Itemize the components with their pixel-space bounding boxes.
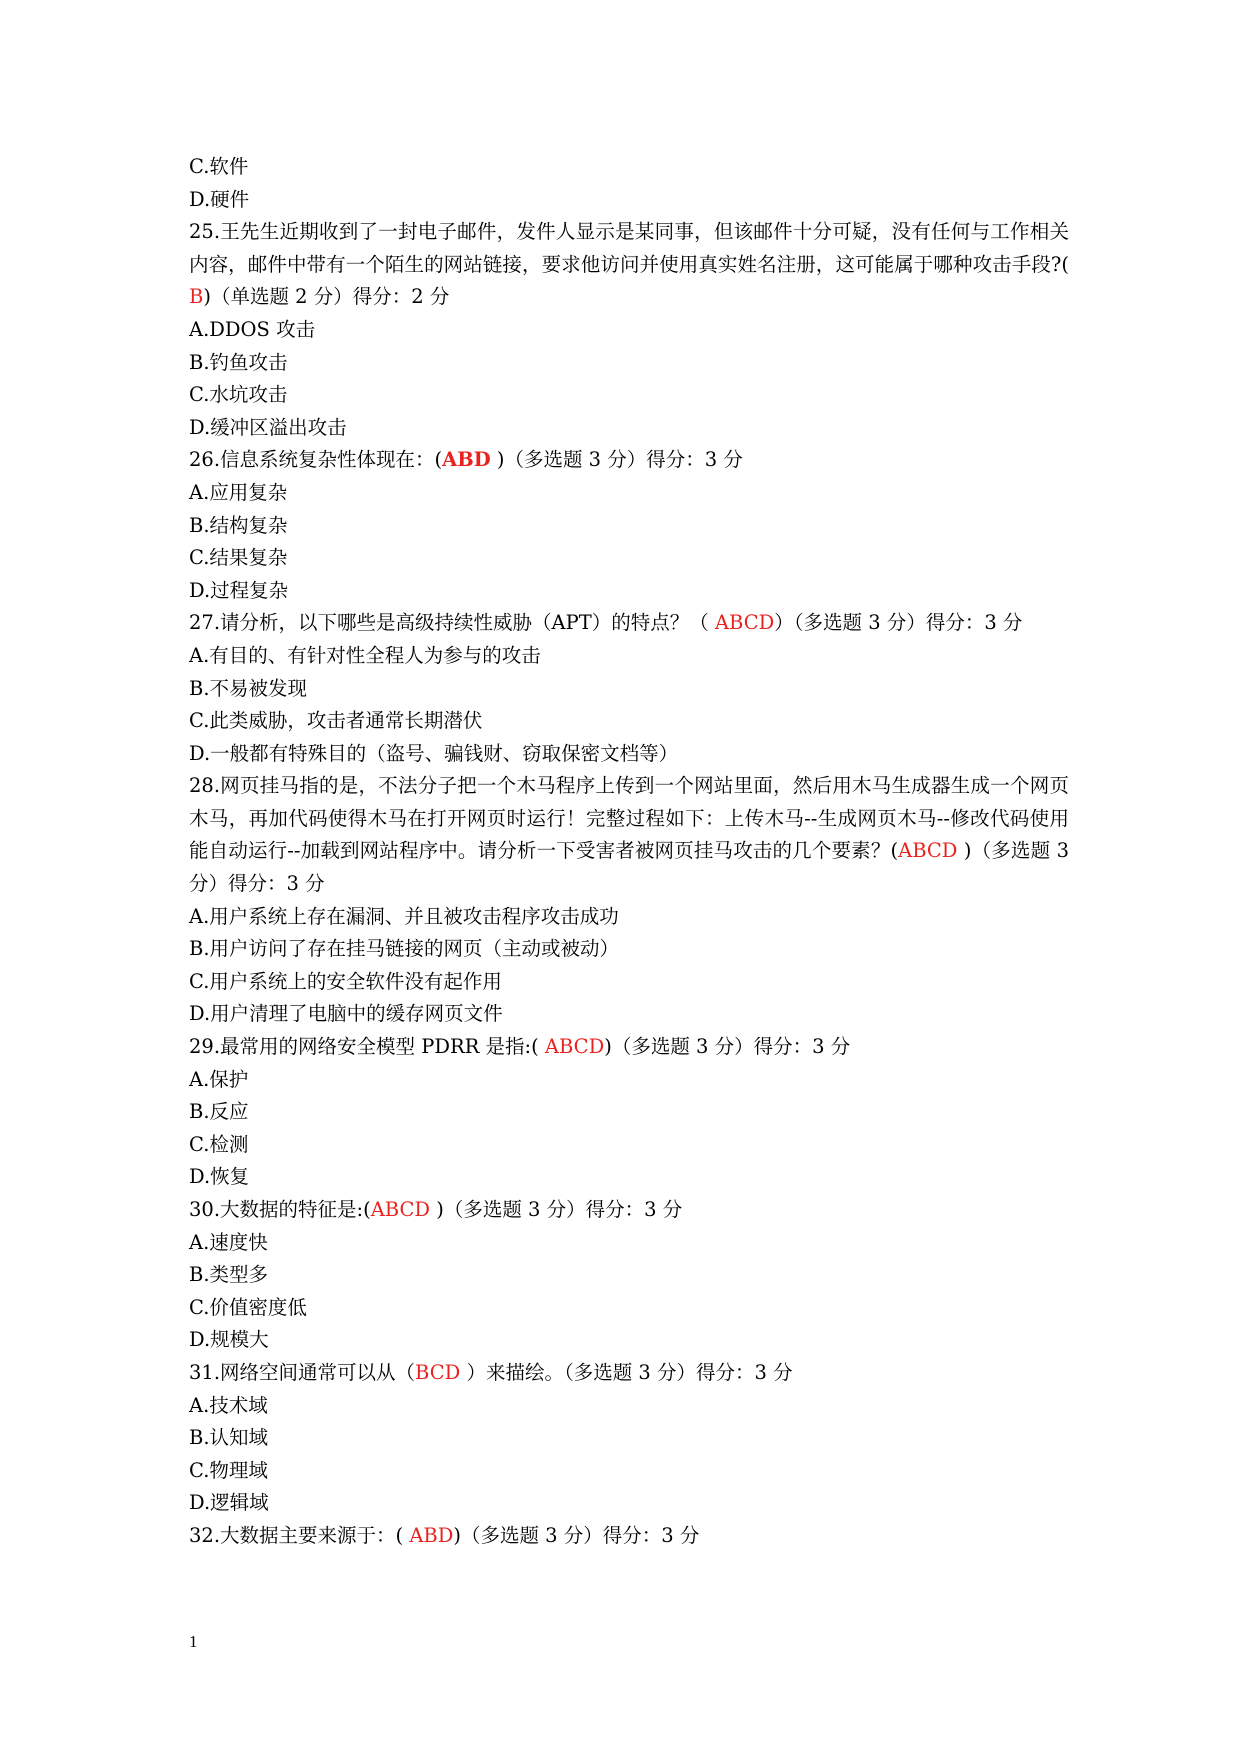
- option-line: A.用户系统上存在漏洞、并且被攻击程序攻击成功: [189, 904, 619, 928]
- option-line: C.此类威胁，攻击者通常长期潜伏: [189, 709, 483, 733]
- option-line: D.规模大: [189, 1328, 269, 1352]
- option-line: D.过程复杂: [189, 578, 289, 602]
- question-28: [189, 770, 1069, 1031]
- option-line: C.用户系统上的安全软件没有起作用: [189, 969, 502, 993]
- question-31: [189, 1357, 1069, 1520]
- option-line: A.速度快: [189, 1230, 268, 1254]
- answer-key: BCD: [415, 1360, 461, 1384]
- option-line: C.水坑攻击: [189, 383, 288, 407]
- option-line: B.钓鱼攻击: [189, 350, 288, 374]
- answer-key: B: [189, 285, 204, 309]
- question-text: 26.信息系统复杂性体现在：(: [189, 448, 443, 472]
- question-26: [189, 444, 1069, 607]
- question-score: )（单选题 2 分）得分：2 分: [203, 285, 450, 309]
- question-32: [189, 1520, 1069, 1553]
- option-line: A.技术域: [189, 1393, 268, 1417]
- option-line: B.类型多: [189, 1263, 269, 1287]
- option-line: B.反应: [189, 1100, 249, 1124]
- question-30: [189, 1194, 1069, 1357]
- question-score: ）（多选题 3 分）得分：3 分: [774, 611, 1023, 635]
- question-text: 32.大数据主要来源于：(: [189, 1523, 410, 1547]
- question-stem: [189, 1194, 1069, 1227]
- option-line: D.硬件: [189, 187, 250, 211]
- question-score: )（多选题 3 分）得分：3 分: [453, 1523, 700, 1547]
- option-line: D.一般都有特殊目的（盗号、骗钱财、窃取保密文档等）: [189, 741, 679, 765]
- option-line: A.有目的、有针对性全程人为参与的攻击: [189, 643, 541, 667]
- option-line: C.价值密度低: [189, 1295, 307, 1319]
- option-line: B.不易被发现: [189, 676, 308, 700]
- answer-key: ABCD: [898, 839, 958, 863]
- option-line: A.DDOS 攻击: [189, 317, 316, 341]
- answer-key: ABD: [409, 1523, 454, 1547]
- question-stem: [189, 1357, 1069, 1390]
- question-score: )（多选题 3 分）得分：3 分: [189, 839, 1069, 896]
- option-line: D.缓冲区溢出攻击: [189, 415, 347, 439]
- option-line: C.物理域: [189, 1458, 268, 1482]
- question-text: 31.网络空间通常可以从（: [189, 1360, 416, 1384]
- question-text: 28.网页挂马指的是，不法分子把一个木马程序上传到一个网站里面，然后用木马生成器生成一个网页木马，再加代码使得木马在打开网页时运行！完整过程如下：上传木马--生成网页木马--修改代码使用能自动运行--加载到网站程序中。请分析一下受害者被网页挂马攻击的几个要素？(: [189, 774, 1069, 863]
- option-line: D.恢复: [189, 1165, 250, 1189]
- option-line: B.结构复杂: [189, 513, 288, 537]
- question-score: )（多选题 3 分）得分：3 分: [430, 1198, 683, 1221]
- option-line: B.用户访问了存在挂马链接的网页（主动或被动）: [189, 937, 620, 961]
- question-27: [189, 607, 1069, 770]
- option-line: D.逻辑域: [189, 1491, 269, 1515]
- question-text: 30.大数据的特征是:(: [189, 1198, 371, 1221]
- answer-key: ABCD: [714, 611, 775, 635]
- question-text: 27.请分析，以下哪些是高级持续性威胁（APT）的特点？（: [189, 611, 715, 635]
- question-score: )（多选题 3 分）得分：3 分: [490, 448, 743, 472]
- option-line: C.结果复杂: [189, 546, 288, 570]
- question-stem: [189, 1520, 1069, 1553]
- option-line: A.应用复杂: [189, 480, 288, 504]
- question-stem: [189, 770, 1069, 900]
- page-number: 1: [189, 1632, 198, 1651]
- option-line: B.认知域: [189, 1426, 269, 1450]
- question-stem: [189, 444, 1069, 477]
- option-line: D.用户清理了电脑中的缓存网页文件: [189, 1002, 503, 1026]
- option-line: C.软件: [189, 155, 249, 178]
- question-29: [189, 1031, 1069, 1194]
- question-score: ）来描绘。（多选题 3 分）得分：3 分: [460, 1360, 793, 1384]
- question-25: [189, 216, 1069, 444]
- question-stem: [189, 216, 1069, 314]
- option-line: C.检测: [189, 1132, 249, 1156]
- document-body: [189, 151, 1069, 1553]
- option-line: A.保护: [189, 1067, 249, 1091]
- answer-key: ABCD: [370, 1198, 431, 1221]
- answer-key: ABD: [442, 448, 491, 472]
- question-stem: [189, 1031, 1069, 1064]
- answer-key: ABCD: [544, 1035, 605, 1059]
- question-stem: [189, 607, 1069, 640]
- question-text: 25.王先生近期收到了一封电子邮件，发件人显示是某同事，但该邮件十分可疑，没有任何与工作相关内容，邮件中带有一个陌生的网站链接，要求他访问并使用真实姓名注册，这可能属于哪种攻击手段?(: [189, 220, 1069, 276]
- question-text: 29.最常用的网络安全模型 PDRR 是指:(: [189, 1035, 545, 1059]
- question-score: )（多选题 3 分）得分：3 分: [604, 1035, 851, 1059]
